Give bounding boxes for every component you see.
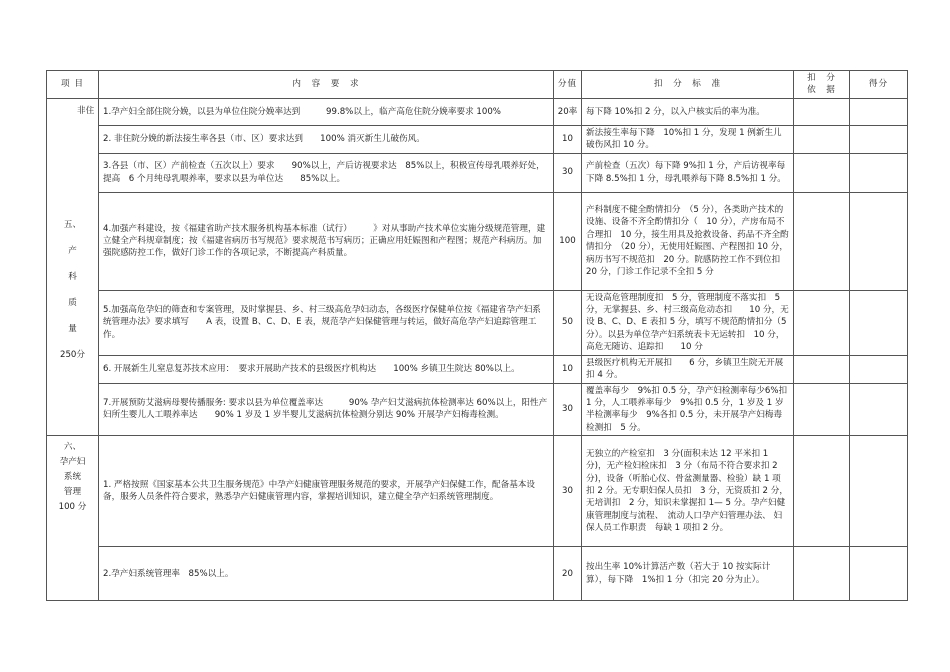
content-cell: 7.开展预防艾滋病母婴传播服务: 要求以县为单位覆盖率达 90% 孕产妇艾滋病抗体检测率达 60%以上，阳性产妇所生婴儿人工喂养率达 90% 1 岁及 1 岁半婴儿艾滋病抗体检测分别达 90% 开展孕产妇梅毒检测。 (99, 383, 554, 436)
score-cell: 30 (554, 153, 582, 192)
got-cell (850, 290, 908, 355)
standard-cell: 无独立的产检室扣 3 分(面积未达 12 平米扣 1 分)，无产检妇检床扣 3 分（布局不符合要求扣 2 分)，设备（听胎心仪、骨盆测量器、检验）缺 1 项扣 2 分。无专职妇保人员扣 3 分，无资质扣 2 分，无培训扣 2 分，知识未掌握扣 1— 5 分。孕产妇健康管理制度与流程、 流动人口孕产妇管理办法、 妇保人员工作职责 每缺 1 项扣 2 分。 (582, 436, 794, 547)
score-cell: 50 (554, 290, 582, 355)
table-row (47, 153, 908, 192)
content-cell: 1.孕产妇全部住院分娩，以县为单位住院分娩率达到 99.8%以上，临产高危住院分娩率要求 100% (99, 98, 554, 125)
score-cell: 10 (554, 125, 582, 153)
standard-cell: 无设高危管理制度扣 5 分，管理制度不落实扣 5 分，无掌握县、乡、村三级高危动态扣 10 分，无设 B、C、D、E 表扣 5 分，填写不规范酌情扣分（5 分）。以县为单位孕产妇系统表卡无运转扣 10 分，高危无随访、追踪扣 10 分 (582, 290, 794, 355)
header-basis: 扣 分 依 据 (794, 71, 850, 99)
got-cell (850, 383, 908, 436)
table-row (47, 436, 908, 547)
basis-cell (794, 436, 850, 547)
content-cell: 1. 严格按照《国家基本公共卫生服务规范》中孕产妇健康管理服务规范的要求，开展孕产妇保健工作，配备基本设备，服务人员条件符合要求，熟悉孕产妇健康管理内容，掌握培训知识，建立健全孕产妇系统管理制度。 (99, 436, 554, 547)
section6-label-line: 管理 (63, 487, 82, 498)
basis-cell (794, 547, 850, 601)
basis-cell (794, 125, 850, 153)
section5-label (47, 98, 99, 435)
score-cell: 20 (554, 547, 582, 601)
got-cell (850, 436, 908, 547)
got-cell (850, 547, 908, 601)
basis-cell (794, 290, 850, 355)
standard-cell: 产前检查（五次）每下降 9%扣 1 分，产后访视率每下降 8.5%扣 1 分，母乳喂养每下降 8.5%扣 1 分。 (582, 153, 794, 192)
section6-label-line: 100 分 (58, 502, 87, 513)
section6-label (47, 436, 99, 601)
table-row (47, 98, 908, 125)
score-cell: 30 (554, 436, 582, 547)
score-cell: 30 (554, 383, 582, 436)
got-cell (850, 98, 908, 125)
score-cell: 100 (554, 192, 582, 290)
got-cell (850, 355, 908, 383)
header-score: 分值 (554, 71, 582, 99)
basis-cell (794, 192, 850, 290)
basis-cell (794, 383, 850, 436)
section5-label-line: 科 (68, 272, 77, 283)
basis-cell (794, 153, 850, 192)
section5-label-line: 产 (68, 246, 77, 257)
standard-cell: 县级医疗机构无开展扣 6 分，乡镇卫生院无开展扣 4 分。 (582, 355, 794, 383)
section5-overflow-text: 非住 (77, 105, 95, 116)
score-cell: 10 (554, 355, 582, 383)
content-cell: 6. 开展新生儿窒息复苏技术应用： 要求开展助产技术的县级医疗机构达 100% 乡镇卫生院达 80%以上。 (99, 355, 554, 383)
content-cell: 2.孕产妇系统管理率 85%以上。 (99, 547, 554, 601)
got-cell (850, 125, 908, 153)
header-got: 得分 (850, 71, 908, 99)
basis-cell (794, 98, 850, 125)
standard-cell: 覆盖率每少 9%扣 0.5 分，孕产妇检测率每少6%扣 1 分，人工喂养率每少 9%扣 0.5 分，1 岁及 1 岁半检测率每少 9%各扣 0.5 分，未开展孕产妇梅毒检测扣 5 分。 (582, 383, 794, 436)
section5-label-line: 250分 (60, 350, 85, 361)
standard-cell: 新法接生率每下降 10%扣 1 分，发现 1 例新生儿破伤风扣 10 分。 (582, 125, 794, 153)
content-cell: 3.各县（市、区）产前检查（五次以上）要求 90%以上，产后访视要求达 85%以上，积极宣传母乳喂养好处，提高 6 个月纯母乳喂养率，要求以县为单位达 85%以上。 (99, 153, 554, 192)
section6-label-line: 系统 (63, 472, 82, 483)
assessment-table (46, 70, 907, 601)
standard-cell: 每下降 10%扣 2 分，以入户核实后的率为准。 (582, 98, 794, 125)
section5-label-line: 质 (68, 298, 77, 309)
section6-label-line: 六、 (63, 442, 82, 453)
table-row (47, 290, 908, 355)
section5-label-line: 量 (68, 324, 77, 335)
header-content: 内 容 要 求 (99, 71, 554, 99)
section6-label-line: 孕产妇 (59, 457, 86, 468)
table-row (47, 192, 908, 290)
got-cell (850, 153, 908, 192)
table-row (47, 383, 908, 436)
score-cell: 20率 (554, 98, 582, 125)
got-cell (850, 192, 908, 290)
table-row (47, 547, 908, 601)
content-cell: 4.加强产科建设，按《福建省助产技术服务机构基本标准（试行） 》对从事助产技术单位实施分级规范管理，建立健全产科规章制度；按《福建省病历书写规范》要求规范书写病历；正确应用妊娠图和产程图；规范产科病历。加强院感防控工作，做好门诊工作的各项记录，不断提高产科质量。 (99, 192, 554, 290)
standard-cell: 按出生率 10%计算活产数（若大于 10 按实际计算），每下降 1%扣 1 分（扣完 20 分为止）。 (582, 547, 794, 601)
content-cell: 5.加强高危孕妇的筛查和专案管理，及时掌握县、乡、村三级高危孕妇动态，各级医疗保健单位按《福建省孕产妇系统管理办法》要求填写 A 表，设置 B、C、D、E 表，规范孕产妇保健管理与转运，做好高危孕产妇追踪管理工作。 (99, 290, 554, 355)
basis-cell (794, 355, 850, 383)
standard-cell: 产科制度不健全酌情扣分 （5 分），各类助产技术的设施、设备不齐全酌情扣分（ 10 分），产房布局不合理扣 10 分，接生用具及抢救设备、药品不齐全酌情扣分 （20 分），无使用妊娠图、产程图扣 10 分，病历书写不规范扣 20 分。院感防控工作不到位扣 20 分，门诊工作记录不全扣 5 分 (582, 192, 794, 290)
table-row (47, 125, 908, 153)
content-cell: 2. 非住院分娩的新法接生率各县（市、区）要求达到 100% 消灭新生儿破伤风。 (99, 125, 554, 153)
header-item: 项 目 (47, 71, 99, 99)
table-row (47, 355, 908, 383)
header-standard: 扣 分 标 准 (582, 71, 794, 99)
section5-label-line: 五、 (63, 220, 82, 231)
table-header-row (47, 71, 908, 99)
